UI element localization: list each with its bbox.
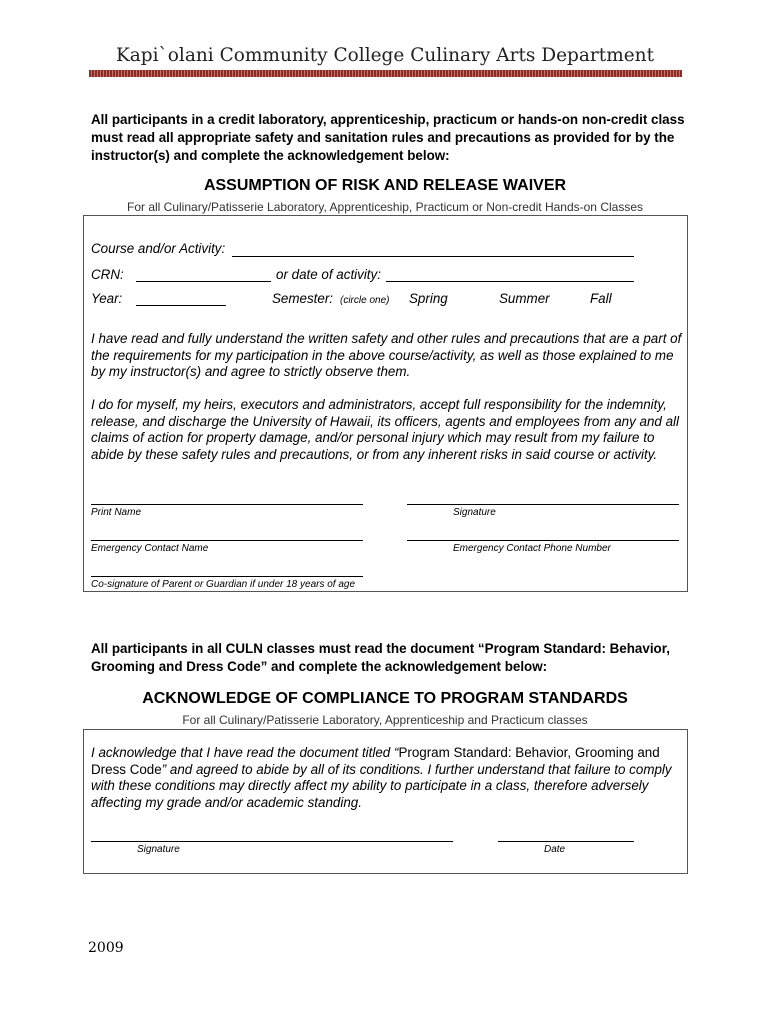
crn-label: CRN:	[91, 267, 124, 282]
semester-option-fall[interactable]: Fall	[590, 291, 612, 306]
compliance-signature-label: Signature	[137, 844, 180, 855]
compliance-heading: ACKNOWLEDGE OF COMPLIANCE TO PROGRAM STANDARDS	[142, 690, 628, 707]
emergency-phone-label: Emergency Contact Phone Number	[453, 543, 611, 554]
decorative-rule	[89, 70, 682, 77]
compliance-subheading: For all Culinary/Patisserie Laboratory, Apprenticeship and Practicum classes	[182, 713, 588, 727]
emergency-contact-field[interactable]	[91, 540, 363, 541]
compliance-date-label: Date	[544, 844, 566, 855]
semester-label: Semester:	[272, 291, 334, 306]
cosignature-label: Co-signature of Parent or Guardian if under 18 years of age	[91, 579, 356, 590]
date-of-activity-field[interactable]	[386, 281, 634, 282]
document-title: Kapi`olani Community College Culinary Arts Department	[115, 45, 655, 66]
print-name-label: Print Name	[91, 507, 142, 518]
statement-document-title: Program Standard: Behavior, Grooming and Dress Code	[91, 745, 660, 777]
compliance-statement	[91, 745, 687, 812]
waiver-heading: ASSUMPTION OF RISK AND RELEASE WAIVER	[203, 177, 567, 194]
signature-label: Signature	[453, 507, 496, 518]
year-label: Year:	[91, 291, 123, 306]
print-name-field[interactable]	[91, 504, 363, 505]
course-field[interactable]	[232, 256, 634, 257]
signature-field[interactable]	[407, 504, 679, 505]
circle-one-note: (circle one)	[340, 295, 390, 306]
cosignature-field[interactable]	[91, 576, 363, 577]
section1-intro: All participants in a credit laboratory, apprenticeship, practicum or hands-on non-credit class must read all appropriate safety and sanitation rules and precautions as provided for by the instructor(s) and complete the acknowledgement below:	[91, 112, 685, 163]
course-label: Course and/or Activity:	[91, 241, 226, 256]
waiver-paragraph-release: I do for myself, my heirs, executors and administrators, accept full responsibility for the indemnity, release, and discharge the University of Hawaii, its officers, agents and employees from any and all claims of action for property damage, and/or personal injury which may result from my failure to abide by these safety rules and precautions, or from any inherent risks in said course or activity.	[91, 397, 679, 463]
compliance-date-field[interactable]	[498, 841, 634, 842]
crn-field[interactable]	[136, 281, 271, 282]
emergency-contact-label: Emergency Contact Name	[91, 543, 209, 554]
semester-option-summer[interactable]: Summer	[499, 291, 550, 306]
date-of-activity-label: or date of activity:	[276, 267, 381, 282]
waiver-paragraph-rules: I have read and fully understand the written safety and other rules and precautions that are a part of the requirements for my participation in the above course/activity, as well as those explained to me by my instructor(s) and agree to strictly observe them.	[91, 331, 682, 380]
statement-prefix: I acknowledge that I have read the document titled “	[91, 745, 399, 760]
year-field[interactable]	[136, 305, 226, 306]
emergency-phone-field[interactable]	[407, 540, 679, 541]
statement-suffix: ” and agreed to abide by all of its conditions. I further understand that failure to comply with these conditions may directly affect my ability to participate in a class, therefore adversely affecting my grade and/or academic standing.	[91, 761, 672, 811]
section2-intro: All participants in all CULN classes must read the document “Program Standard: Behavior, Grooming and Dress Code” and complete the acknowledgement below:	[91, 641, 670, 674]
compliance-signature-field[interactable]	[91, 841, 453, 842]
semester-option-spring[interactable]: Spring	[409, 291, 448, 306]
waiver-subheading: For all Culinary/Patisserie Laboratory, Apprenticeship, Practicum or Non-credit Hands-on Classes	[127, 200, 643, 214]
footer-year: 2009	[88, 940, 124, 956]
